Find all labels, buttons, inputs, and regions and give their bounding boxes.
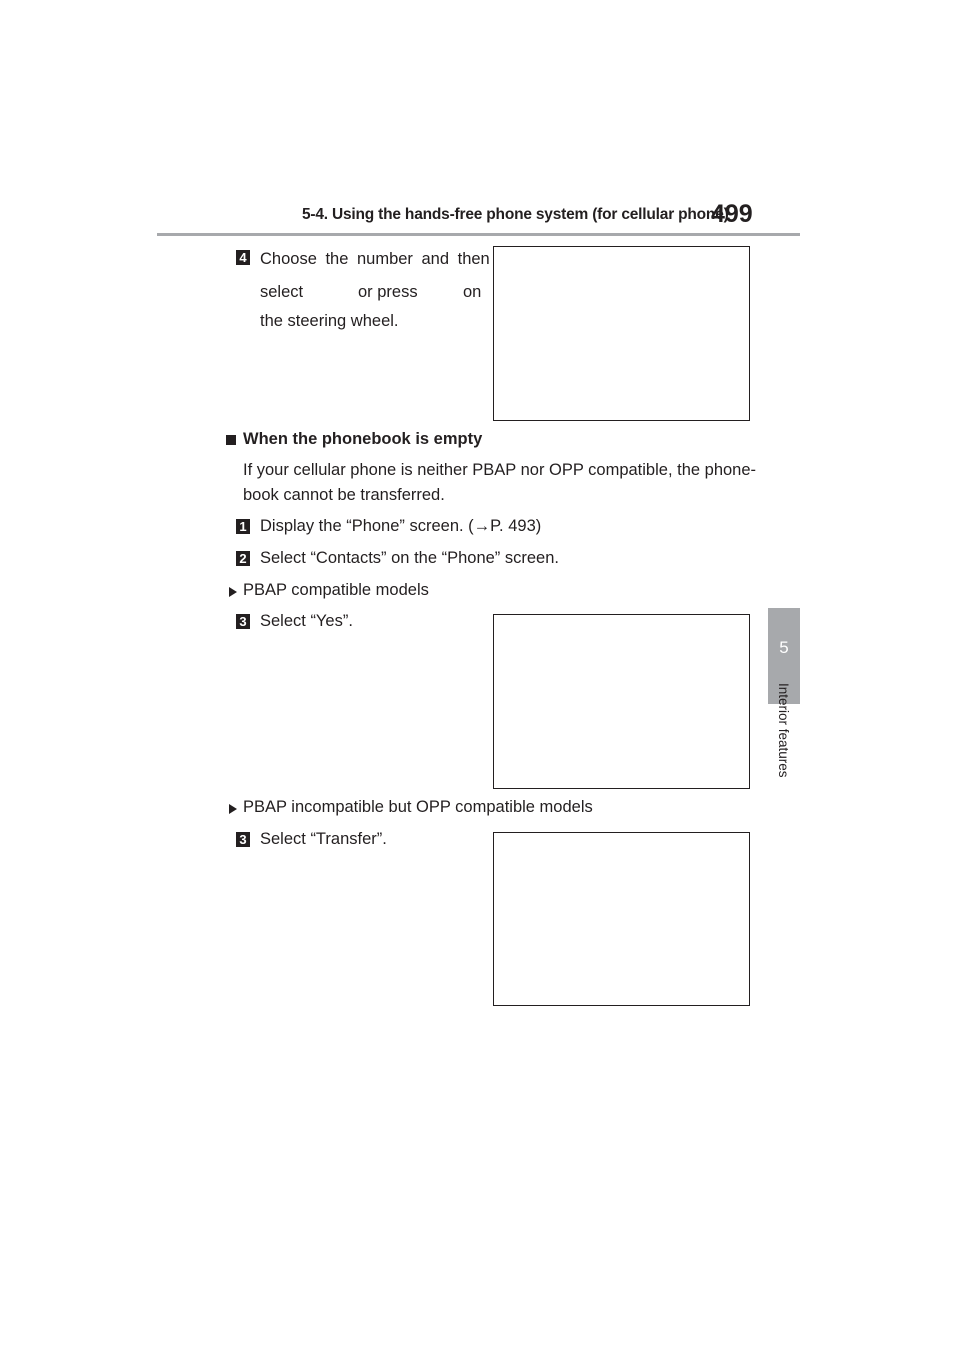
opp-compatible-label: PBAP incompatible but OPP compatible models bbox=[243, 798, 593, 816]
step-1-badge: 1 bbox=[236, 519, 250, 534]
step-4-line1-text: Choose the number and then bbox=[260, 250, 490, 268]
phonebook-empty-heading: When the phonebook is empty bbox=[243, 430, 483, 448]
step-4-badge: 4 bbox=[236, 250, 250, 265]
chapter-label: Interior features bbox=[776, 683, 791, 778]
triangle-bullet bbox=[229, 804, 237, 814]
pbap-compatible-label: PBAP compatible models bbox=[243, 581, 429, 599]
step-2-badge: 2 bbox=[236, 551, 250, 566]
step-3-pbap-badge: 3 bbox=[236, 614, 250, 629]
page-number: 499 bbox=[711, 200, 753, 228]
step-4-on-word: on bbox=[463, 283, 482, 301]
step-2-text: Select “Contacts” on the “Phone” screen. bbox=[260, 549, 559, 567]
screen-illustration-opp bbox=[493, 832, 750, 1006]
step-3-opp-text: Select “Transfer”. bbox=[260, 830, 387, 848]
step-4-or-press: or press bbox=[358, 283, 418, 301]
section-title: 5-4. Using the hands-free phone system (for cellular phone) bbox=[302, 206, 729, 223]
chapter-number: 5 bbox=[779, 638, 789, 657]
step-3-pbap-text: Select “Yes”. bbox=[260, 612, 353, 630]
phonebook-empty-para-line1: If your cellular phone is neither PBAP nor OPP compatible, the phone- bbox=[243, 461, 757, 479]
step-4-select-word: select bbox=[260, 283, 304, 301]
phonebook-empty-para-line2: book cannot be transferred. bbox=[243, 486, 445, 504]
square-bullet bbox=[226, 435, 236, 445]
screen-illustration-pbap bbox=[493, 614, 750, 789]
step-1-text: Display the “Phone” screen. (→P. 493) bbox=[260, 517, 542, 535]
step-4-line3: the steering wheel. bbox=[260, 312, 399, 330]
header-rule bbox=[157, 233, 800, 236]
chapter-label-container bbox=[777, 683, 793, 793]
triangle-bullet bbox=[229, 587, 237, 597]
step-4-line1 bbox=[260, 250, 490, 269]
step-3-opp-badge: 3 bbox=[236, 832, 250, 847]
screen-illustration-step4 bbox=[493, 246, 750, 421]
